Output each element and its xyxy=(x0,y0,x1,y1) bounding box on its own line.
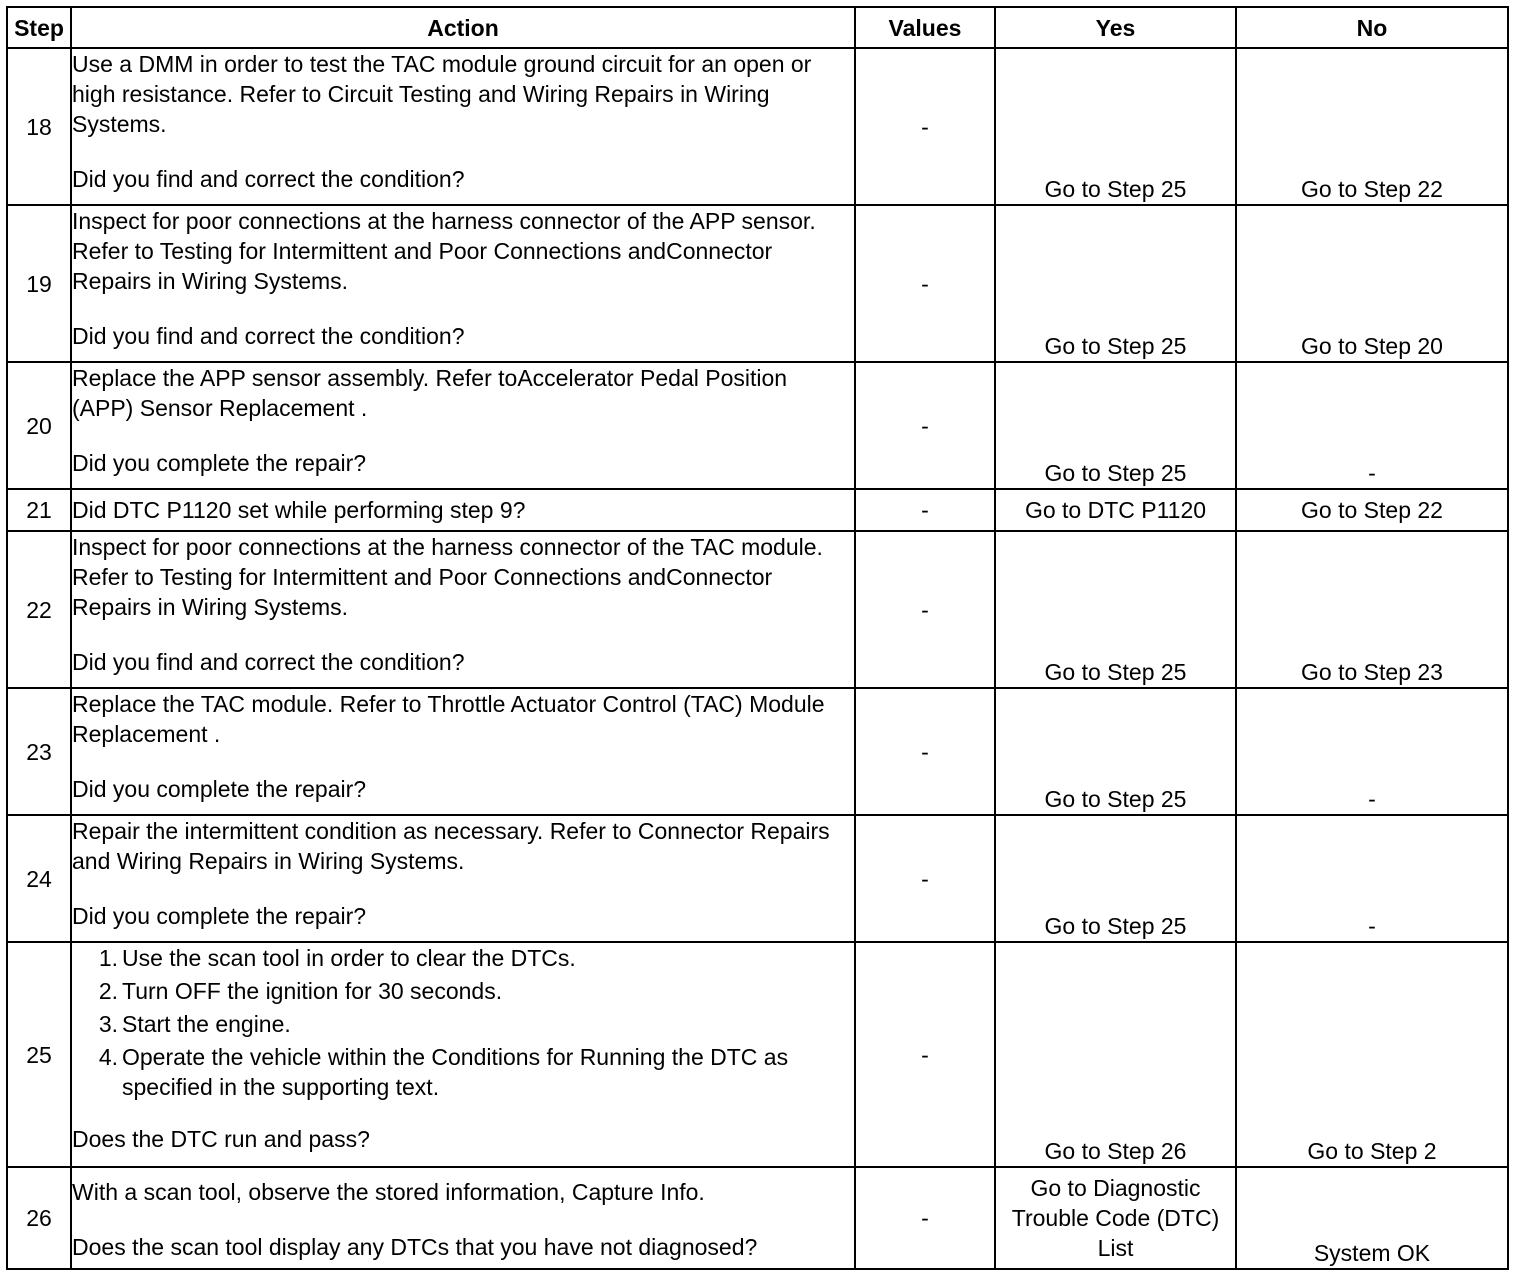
values-cell: - xyxy=(855,942,995,1167)
action-question: Does the scan tool display any DTCs that you have not diagnosed? xyxy=(72,1233,758,1260)
no-cell: - xyxy=(1236,688,1508,815)
step-number: 20 xyxy=(7,362,71,489)
table-row-step-26 xyxy=(7,1167,1508,1269)
no-cell: Go to Step 2 xyxy=(1236,942,1508,1167)
header-row xyxy=(7,7,1508,48)
action-cell xyxy=(71,489,855,531)
table-row-step-25 xyxy=(7,942,1508,1167)
values-cell: - xyxy=(855,815,995,942)
table-row-step-20 xyxy=(7,362,1508,489)
table-row-step-18 xyxy=(7,48,1508,205)
values-cell: - xyxy=(855,362,995,489)
action-question: Did you find and correct the condition? xyxy=(72,649,465,675)
step-number: 23 xyxy=(7,688,71,815)
table-row-step-19 xyxy=(7,205,1508,362)
yes-cell: Go to Diagnostic Trouble Code (DTC) List xyxy=(995,1167,1236,1269)
yes-cell: Go to Step 25 xyxy=(995,205,1236,362)
action-cell xyxy=(71,531,855,688)
action-text: Inspect for poor connections at the harness connector of the APP sensor. Refer to Testing for Intermittent and Poor Connections andConnector Repairs in Wiring Systems. xyxy=(72,208,816,294)
yes-cell: Go to Step 25 xyxy=(995,815,1236,942)
list-item xyxy=(72,1009,854,1039)
list-item-number: 2. xyxy=(98,978,118,1004)
values-cell: - xyxy=(855,489,995,531)
no-cell: Go to Step 22 xyxy=(1236,48,1508,205)
action-text: Replace the APP sensor assembly. Refer toAccelerator Pedal Position (APP) Sensor Replacement . xyxy=(72,365,788,421)
step-number: 19 xyxy=(7,205,71,362)
step-number: 22 xyxy=(7,531,71,688)
action-cell xyxy=(71,942,855,1167)
values-cell: - xyxy=(855,688,995,815)
action-question: Did you find and correct the condition? xyxy=(72,323,465,349)
action-text: Inspect for poor connections at the harness connector of the TAC module. Refer to Testing for Intermittent and Poor Connections andConnector Repairs in Wiring Systems. xyxy=(72,534,823,620)
step-number: 24 xyxy=(7,815,71,942)
yes-cell: Go to Step 26 xyxy=(995,942,1236,1167)
table-row-step-21 xyxy=(7,489,1508,531)
action-cell xyxy=(71,815,855,942)
action-cell xyxy=(71,362,855,489)
action-cell xyxy=(71,688,855,815)
list-item xyxy=(72,1042,854,1102)
action-question: Did you complete the repair? xyxy=(72,450,367,476)
no-cell: Go to Step 22 xyxy=(1236,489,1508,531)
table-row-step-24 xyxy=(7,815,1508,942)
values-cell: - xyxy=(855,48,995,205)
procedure-list xyxy=(72,943,854,1102)
table-row-step-22 xyxy=(7,531,1508,688)
list-item-text: Operate the vehicle within the Conditions for Running the DTC as specified in the supporting text. xyxy=(122,1044,789,1100)
table-row-step-23 xyxy=(7,688,1508,815)
no-cell: System OK xyxy=(1236,1167,1508,1269)
values-cell: - xyxy=(855,531,995,688)
yes-cell: Go to Step 25 xyxy=(995,688,1236,815)
list-item-text: Use the scan tool in order to clear the DTCs. xyxy=(122,945,576,971)
header-action: Action xyxy=(71,7,855,48)
header-no: No xyxy=(1236,7,1508,48)
action-question: Did you find and correct the condition? xyxy=(72,166,465,192)
action-text: Use a DMM in order to test the TAC module ground circuit for an open or high resistance. Refer to Circuit Testing and Wiring Repairs in Wiring Systems. xyxy=(72,51,812,137)
action-question: Did you complete the repair? xyxy=(72,776,367,802)
header-values: Values xyxy=(855,7,995,48)
values-cell: - xyxy=(855,1167,995,1269)
list-item-text: Start the engine. xyxy=(122,1011,291,1037)
header-step: Step xyxy=(7,7,71,48)
no-cell: - xyxy=(1236,815,1508,942)
step-number: 26 xyxy=(7,1167,71,1269)
yes-cell: Go to Step 25 xyxy=(995,362,1236,489)
action-text: With a scan tool, observe the stored information, Capture Info. xyxy=(72,1178,705,1205)
list-item-number: 1. xyxy=(98,945,118,971)
step-number: 21 xyxy=(7,489,71,531)
header-yes: Yes xyxy=(995,7,1236,48)
no-cell: Go to Step 20 xyxy=(1236,205,1508,362)
diagnostic-table-container xyxy=(6,6,1509,1270)
yes-cell: Go to Step 25 xyxy=(995,48,1236,205)
action-cell xyxy=(71,205,855,362)
no-cell: Go to Step 23 xyxy=(1236,531,1508,688)
action-question: Does the DTC run and pass? xyxy=(72,1126,370,1152)
list-item xyxy=(72,976,854,1006)
action-cell xyxy=(71,1167,855,1269)
action-cell xyxy=(71,48,855,205)
action-text: Replace the TAC module. Refer to Throttle Actuator Control (TAC) Module Replacement . xyxy=(72,691,825,747)
action-question: Did you complete the repair? xyxy=(72,903,367,929)
diagnostic-table xyxy=(6,6,1509,1270)
values-cell: - xyxy=(855,205,995,362)
yes-cell: Go to Step 25 xyxy=(995,531,1236,688)
list-item-number: 4. xyxy=(98,1044,118,1070)
list-item-text: Turn OFF the ignition for 30 seconds. xyxy=(122,978,503,1004)
action-text: Repair the intermittent condition as necessary. Refer to Connector Repairs and Wiring Repairs in Wiring Systems. xyxy=(72,818,830,874)
step-number: 25 xyxy=(7,942,71,1167)
step-number: 18 xyxy=(7,48,71,205)
action-question: Did DTC P1120 set while performing step 9? xyxy=(72,497,526,523)
list-item xyxy=(72,943,854,973)
list-item-number: 3. xyxy=(98,1011,118,1037)
yes-cell: Go to DTC P1120 xyxy=(995,489,1236,531)
no-cell: - xyxy=(1236,362,1508,489)
